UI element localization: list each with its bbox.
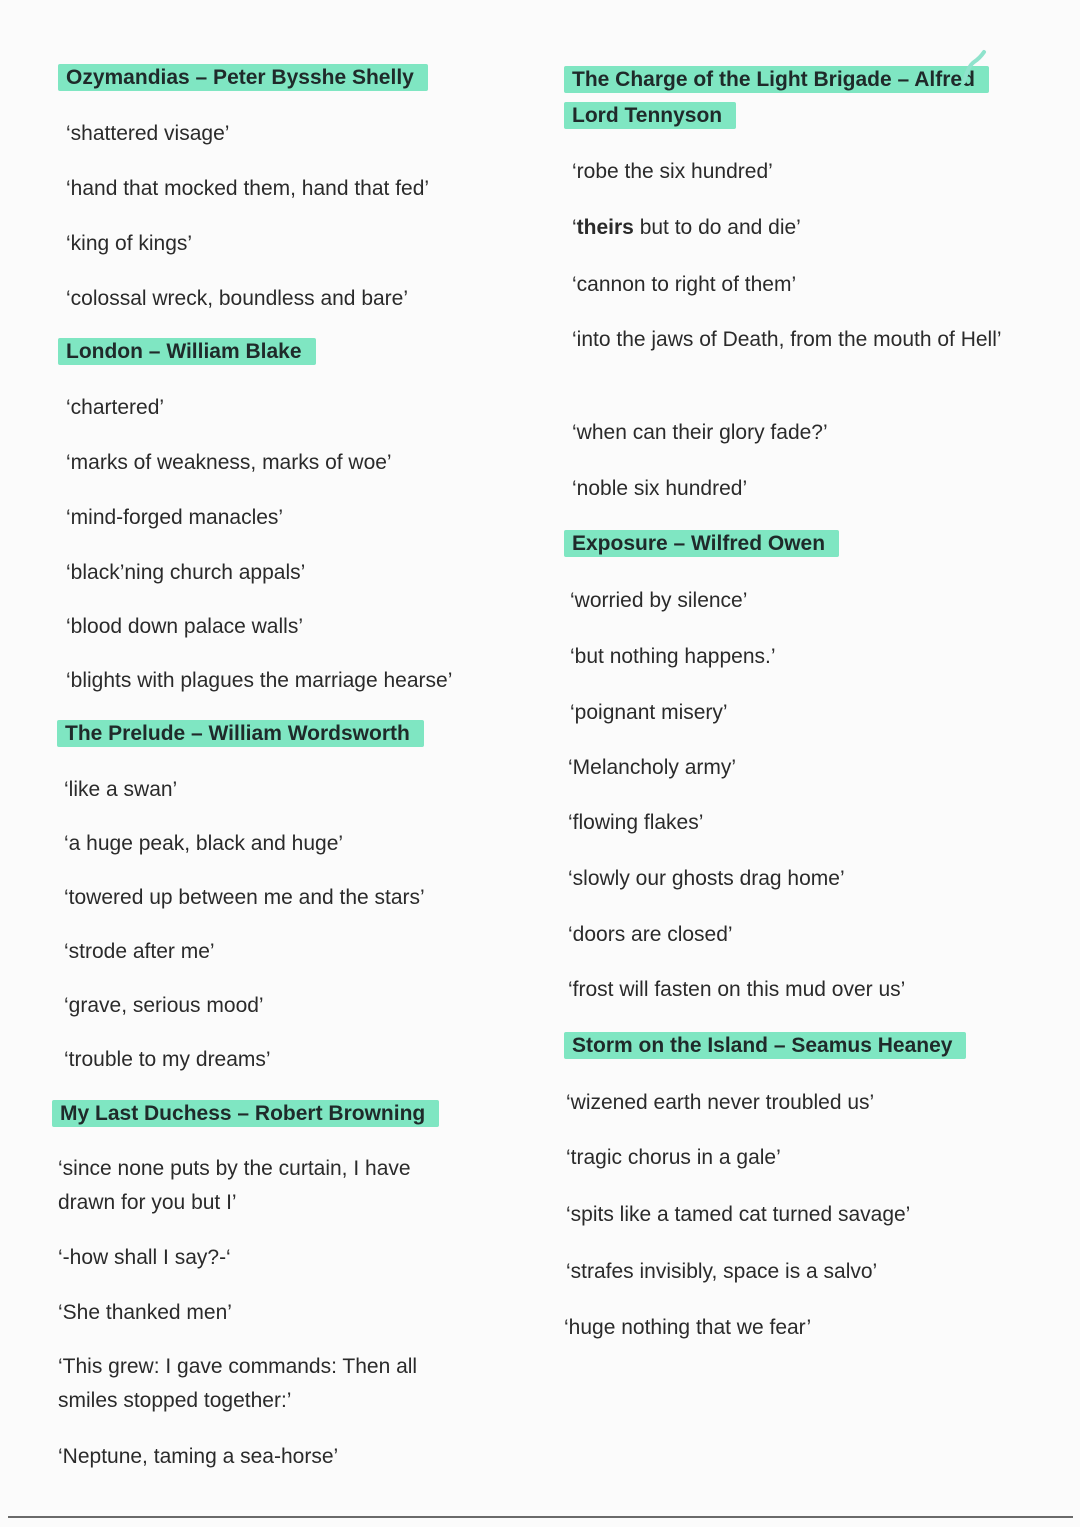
quote-rest: but to do and die’ bbox=[633, 216, 801, 239]
heading-text: The Prelude – William Wordsworth bbox=[57, 720, 424, 747]
quote-item: ‘Neptune, taming a sea-horse’ bbox=[58, 1445, 339, 1468]
quote-item: ‘huge nothing that we fear’ bbox=[564, 1316, 812, 1339]
heading-text: Ozymandias – Peter Bysshe Shelly bbox=[58, 64, 428, 91]
quote-item: ‘wizened earth never troubled us’ bbox=[566, 1091, 875, 1114]
poem-heading-charge bbox=[564, 62, 1004, 134]
quote-item: ‘marks of weakness, marks of woe’ bbox=[66, 451, 392, 474]
poem-heading-prelude bbox=[57, 716, 424, 752]
quote-item: ‘colossal wreck, boundless and bare’ bbox=[66, 287, 409, 310]
poem-heading-duchess bbox=[52, 1096, 439, 1132]
quote-item: ‘when can their glory fade?’ bbox=[572, 421, 828, 444]
quote-item: ‘grave, serious mood’ bbox=[64, 994, 264, 1017]
heading-text: The Charge of the Light Brigade – Alfred Lord Tennyson bbox=[564, 66, 989, 129]
quote-item: ‘trouble to my dreams’ bbox=[64, 1048, 271, 1071]
quote-item: ‘frost will fasten on this mud over us’ bbox=[568, 978, 906, 1001]
quote-item: ‘a huge peak, black and huge’ bbox=[64, 832, 344, 855]
quote-item: ‘chartered’ bbox=[66, 396, 165, 419]
poem-heading-exposure bbox=[564, 526, 839, 562]
heading-text: Exposure – Wilfred Owen bbox=[564, 530, 839, 557]
quote-item: ‘blood down palace walls’ bbox=[66, 615, 303, 638]
quote-item: ‘shattered visage’ bbox=[66, 122, 230, 145]
quote-item: ‘blights with plagues the marriage hearse’ bbox=[66, 669, 453, 692]
quote-item: ‘black’ning church appals’ bbox=[66, 561, 306, 584]
quote-item: ‘Melancholy army’ bbox=[568, 756, 737, 779]
quote-item: ‘worried by silence’ bbox=[570, 589, 748, 612]
quote-item: ‘cannon to right of them’ bbox=[572, 273, 797, 296]
quote-item: ‘king of kings’ bbox=[66, 232, 193, 255]
page-bottom-rule bbox=[8, 1516, 1073, 1518]
quote-item: ‘into the jaws of Death, from the mouth of Hell’ bbox=[572, 328, 1002, 351]
heading-text: London – William Blake bbox=[58, 338, 316, 365]
quote-item: ‘strafes invisibly, space is a salvo’ bbox=[566, 1260, 878, 1283]
quote-item: ‘noble six hundred’ bbox=[572, 477, 748, 500]
heading-text: Storm on the Island – Seamus Heaney bbox=[564, 1032, 966, 1059]
right-column bbox=[540, 0, 1040, 1527]
quote-item: ‘since none puts by the curtain, I have drawn for you but I’ bbox=[58, 1157, 411, 1214]
poem-heading-london bbox=[58, 334, 316, 370]
quote-item: ‘theirs but to do and die’ bbox=[572, 216, 801, 239]
quote-item: ‘poignant misery’ bbox=[570, 701, 728, 724]
quote-item: ‘flowing flakes’ bbox=[568, 811, 704, 834]
quote-item: ‘hand that mocked them, hand that fed’ bbox=[66, 177, 430, 200]
quote-item: ‘robe the six hundred’ bbox=[572, 160, 773, 183]
quote-item: ‘but nothing happens.’ bbox=[570, 645, 776, 668]
poem-heading-ozymandias bbox=[58, 60, 428, 96]
poem-heading-storm bbox=[564, 1028, 966, 1064]
quote-item: ‘mind-forged manacles’ bbox=[66, 506, 284, 529]
heading-text: My Last Duchess – Robert Browning bbox=[52, 1100, 439, 1127]
quote-item: ‘strode after me’ bbox=[64, 940, 215, 963]
quote-item: ‘like a swan’ bbox=[64, 778, 178, 801]
quote-item: ‘She thanked men’ bbox=[58, 1301, 232, 1324]
quote-item: ‘-how shall I say?-‘ bbox=[58, 1246, 231, 1269]
quote-item: ‘doors are closed’ bbox=[568, 923, 733, 946]
left-column bbox=[0, 0, 470, 1527]
quote-item: ‘towered up between me and the stars’ bbox=[64, 886, 425, 909]
quote-emphasis: theirs bbox=[576, 216, 634, 239]
quote-item: ‘This grew: I gave commands: Then all smiles stopped together:’ bbox=[58, 1355, 418, 1412]
quote-item: ‘slowly our ghosts drag home’ bbox=[568, 867, 845, 890]
quote-item: ‘spits like a tamed cat turned savage’ bbox=[566, 1203, 911, 1226]
quote-item: ‘tragic chorus in a gale’ bbox=[566, 1146, 781, 1169]
highlighter-mark-icon bbox=[958, 48, 990, 88]
